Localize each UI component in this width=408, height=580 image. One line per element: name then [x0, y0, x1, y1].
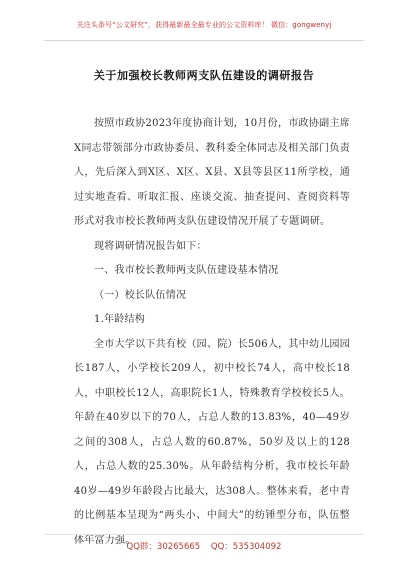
footer-qq: QQ：535304092 — [210, 542, 282, 552]
item-heading-age-structure: 1.年龄结构 — [94, 314, 146, 325]
footer-divider — [44, 534, 364, 535]
intro-paragraph: 按照市政协2023年度协商计划，10月份，市政协副主席X同志带领部分市政协委员、教科委全体同志及相关部门负责人，先后深入到X区、X区、X县、X县等县区11所学校，通过实地查看、听取汇报、座谈交流、抽查提问、查阅资料等形式对我市校长教师两支队伍建设情况开展了专题调研。 — [74, 118, 350, 227]
subsection-heading-1: （一）校长队伍情况 — [94, 289, 187, 301]
section-heading-1: 一、我市校长教师两支队伍建设基本情况 — [94, 265, 279, 276]
age-structure-paragraph: 全市大学以下共有校（园、院）长506人，其中幼儿园园长187人，小学校长209人，初中校长74人，高中校长18人，中职校长12人，高职院长1人，特殊教育学校校长5人。年龄在40岁以下的70人，占总人数的13.83%，40—49岁之间的308人，占总人数的60.87%，50岁及以上的128人，占总人数的25.30%。从年龄结构分析，我市校长年龄40岁—49岁年龄段占比最大，达308人。整体来看，老中青的比例基本呈现为“两头小、中间大”的纺锤型分布，队伍整体年富力强。 — [74, 338, 350, 546]
document-body — [74, 112, 350, 553]
footer-qq-group: QQ群：30265665 — [126, 542, 201, 552]
promo-banner: 关注头条号“公文研究”，获得最新最全最专业的公文资料库！ 微信：gongwenyj — [76, 21, 332, 29]
header-divider — [44, 40, 364, 41]
report-intro-line: 现将调研情况报告如下： — [94, 240, 207, 252]
document-title: 关于加强校长教师两支队伍建设的调研报告 — [93, 69, 315, 82]
footer-contact — [0, 540, 408, 552]
